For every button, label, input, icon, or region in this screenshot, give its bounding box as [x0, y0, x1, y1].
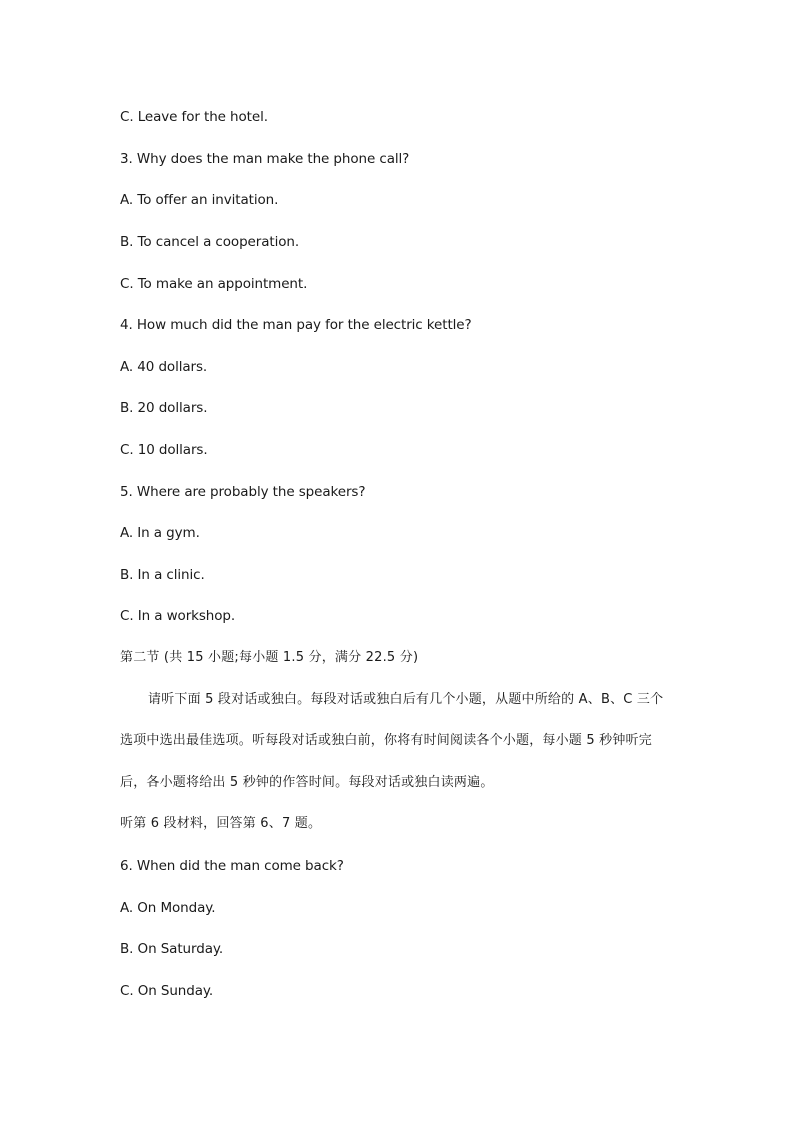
option-text: A. 40 dollars. [120, 359, 208, 375]
question-text: 3. Why does the man make the phone call? [120, 151, 410, 167]
option-text: B. On Saturday. [120, 941, 224, 957]
option-text: B. To cancel a cooperation. [120, 234, 300, 250]
option-text: C. 10 dollars. [120, 442, 208, 458]
question-text: 6. When did the man come back? [120, 858, 344, 874]
option-text: C. On Sunday. [120, 983, 214, 999]
question-text: 5. Where are probably the speakers? [120, 484, 366, 500]
instruction-text: 选项中选出最佳选项。听每段对话或独白前，你将有时间阅读各个小题，每小题 5 秒钟听完 [120, 733, 652, 748]
material-heading: 听第 6 段材料，回答第 6、7 题。 [120, 816, 322, 831]
option-text: B. In a clinic. [120, 567, 205, 583]
option-text: C. To make an appointment. [120, 276, 308, 292]
section-heading: 第二节 (共 15 小题;每小题 1.5 分，满分 22.5 分) [120, 650, 419, 665]
option-text: A. On Monday. [120, 900, 216, 916]
option-text: C. In a workshop. [120, 608, 236, 624]
option-text: B. 20 dollars. [120, 400, 208, 416]
instruction-text: 请听下面 5 段对话或独白。每段对话或独白后有几个小题，从题中所给的 A、B、C 三个 [148, 692, 664, 707]
option-text: C. Leave for the hotel. [120, 109, 268, 125]
question-text: 4. How much did the man pay for the electric kettle? [120, 317, 472, 333]
option-text: A. In a gym. [120, 525, 200, 541]
instruction-text: 后，各小题将给出 5 秒钟的作答时间。每段对话或独白读两遍。 [120, 775, 494, 790]
option-text: A. To offer an invitation. [120, 192, 279, 208]
